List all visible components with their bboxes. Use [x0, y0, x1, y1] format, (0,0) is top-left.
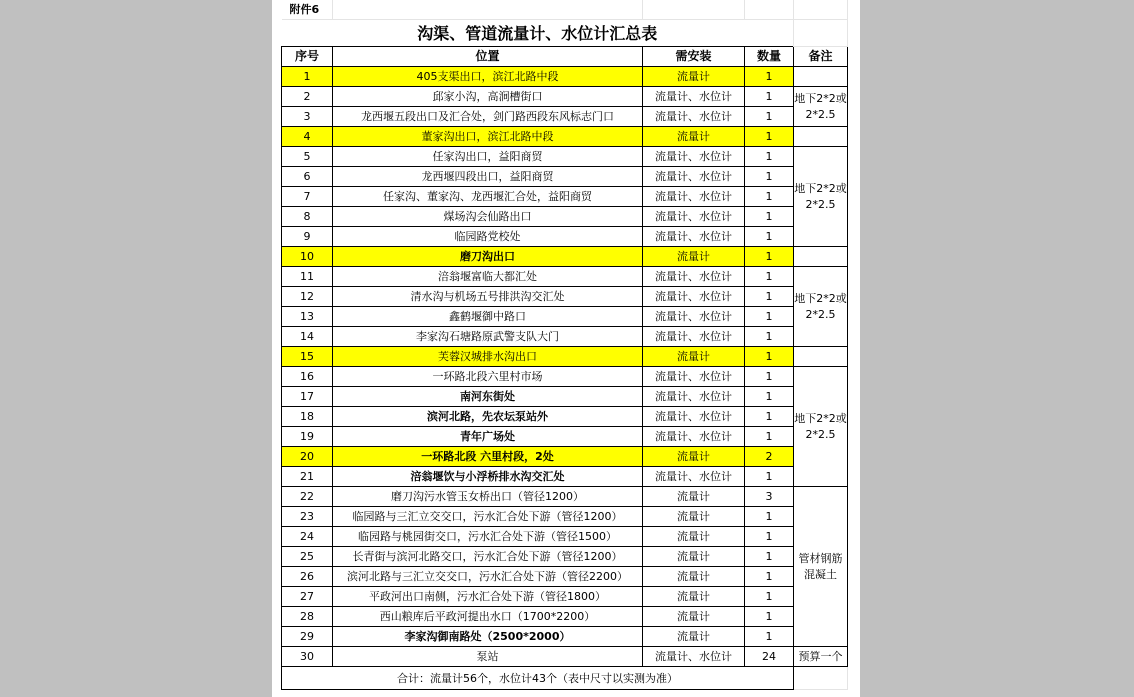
table-title: 沟渠、管道流量计、水位计汇总表: [282, 20, 794, 47]
header-install: 需安装: [643, 47, 745, 67]
row-no: 24: [282, 527, 333, 547]
table-row: [282, 507, 848, 527]
row-remark: 管材钢筋混凝土: [794, 487, 848, 647]
total-row: [282, 667, 848, 690]
row-no: 10: [282, 247, 333, 267]
row-location: 临园路与三汇立交交口，污水汇合处下游（管径1200）: [333, 507, 643, 527]
row-no: 6: [282, 167, 333, 187]
row-no: 13: [282, 307, 333, 327]
row-location: 任家沟、董家沟、龙西堰汇合处，益阳商贸: [333, 187, 643, 207]
row-location: 董家沟出口，滨江北路中段: [333, 127, 643, 147]
row-qty: 1: [745, 427, 794, 447]
row-qty: 1: [745, 587, 794, 607]
row-no: 30: [282, 647, 333, 667]
row-no: 3: [282, 107, 333, 127]
row-location: 长青街与滨河北路交口，污水汇合处下游（管径1200）: [333, 547, 643, 567]
row-location: 芙蓉汉城排水沟出口: [333, 347, 643, 367]
row-install: 流量计: [643, 507, 745, 527]
table-row: [282, 527, 848, 547]
row-install: 流量计、水位计: [643, 467, 745, 487]
row-no: 11: [282, 267, 333, 287]
row-location: 鑫鹤堰御中路口: [333, 307, 643, 327]
row-qty: 1: [745, 187, 794, 207]
table-row: [282, 127, 848, 147]
row-no: 29: [282, 627, 333, 647]
row-no: 20: [282, 447, 333, 467]
row-no: 22: [282, 487, 333, 507]
row-install: 流量计: [643, 487, 745, 507]
annex-row: [282, 0, 848, 20]
row-install: 流量计: [643, 547, 745, 567]
row-install: 流量计、水位计: [643, 307, 745, 327]
row-qty: 1: [745, 267, 794, 287]
table-row: [282, 467, 848, 487]
row-no: 26: [282, 567, 333, 587]
title-row: [282, 20, 848, 47]
row-location: 滨河北路与三汇立交交口，污水汇合处下游（管径2200）: [333, 567, 643, 587]
row-location: 临园路党校处: [333, 227, 643, 247]
row-qty: 1: [745, 567, 794, 587]
table-row: [282, 427, 848, 447]
row-location: 南河东街处: [333, 387, 643, 407]
table-row: [282, 67, 848, 87]
row-install: 流量计、水位计: [643, 87, 745, 107]
row-location: 青年广场处: [333, 427, 643, 447]
row-qty: 1: [745, 327, 794, 347]
row-qty: 1: [745, 247, 794, 267]
row-qty: 1: [745, 527, 794, 547]
row-install: 流量计: [643, 247, 745, 267]
row-location: 平政河出口南侧，污水汇合处下游（管径1800）: [333, 587, 643, 607]
row-install: 流量计: [643, 67, 745, 87]
table-row: [282, 247, 848, 267]
row-remark-empty: [794, 247, 848, 267]
row-location: 涪翁堰富临大都汇处: [333, 267, 643, 287]
row-install: 流量计、水位计: [643, 227, 745, 247]
table-row: [282, 107, 848, 127]
row-location: 405支渠出口，滨江北路中段: [333, 67, 643, 87]
table-row: [282, 407, 848, 427]
row-install: 流量计、水位计: [643, 327, 745, 347]
row-no: 25: [282, 547, 333, 567]
row-qty: 2: [745, 447, 794, 467]
row-no: 18: [282, 407, 333, 427]
row-install: 流量计、水位计: [643, 427, 745, 447]
table-row: [282, 307, 848, 327]
row-remark-empty: [794, 127, 848, 147]
table-row: [282, 267, 848, 287]
header-qty: 数量: [745, 47, 794, 67]
row-qty: 1: [745, 87, 794, 107]
table-row: [282, 187, 848, 207]
table-row: [282, 147, 848, 167]
row-qty: 1: [745, 407, 794, 427]
row-qty: 1: [745, 607, 794, 627]
row-no: 8: [282, 207, 333, 227]
row-location: 临园路与桃园街交口，污水汇合处下游（管径1500）: [333, 527, 643, 547]
row-remark: 地下2*2或2*2.5: [794, 147, 848, 247]
row-install: 流量计、水位计: [643, 647, 745, 667]
annex-label: 附件6: [282, 0, 333, 20]
row-qty: 1: [745, 307, 794, 327]
row-location: 西山粮库后平政河提出水口（1700*2200）: [333, 607, 643, 627]
row-location: 邱家小沟，高涧槽街口: [333, 87, 643, 107]
row-qty: 1: [745, 547, 794, 567]
header-location: 位置: [333, 47, 643, 67]
row-no: 5: [282, 147, 333, 167]
row-install: 流量计、水位计: [643, 267, 745, 287]
row-location: 泵站: [333, 647, 643, 667]
table-row: [282, 167, 848, 187]
row-remark: 地下2*2或2*2.5: [794, 267, 848, 347]
row-no: 16: [282, 367, 333, 387]
row-install: 流量计: [643, 447, 745, 467]
row-no: 27: [282, 587, 333, 607]
row-no: 4: [282, 127, 333, 147]
row-install: 流量计、水位计: [643, 207, 745, 227]
row-qty: 1: [745, 347, 794, 367]
row-location: 龙西堰五段出口及汇合处，剑门路西段东风标志门口: [333, 107, 643, 127]
row-location: 李家沟石塘路原武警支队大门: [333, 327, 643, 347]
row-location: 龙西堰四段出口，益阳商贸: [333, 167, 643, 187]
row-install: 流量计、水位计: [643, 187, 745, 207]
row-no: 19: [282, 427, 333, 447]
table-row: [282, 607, 848, 627]
table-row: [282, 287, 848, 307]
row-install: 流量计、水位计: [643, 387, 745, 407]
row-qty: 1: [745, 167, 794, 187]
header-no: 序号: [282, 47, 333, 67]
table-row: [282, 567, 848, 587]
table-row: [282, 487, 848, 507]
summary-table: [281, 0, 848, 690]
row-no: 23: [282, 507, 333, 527]
total-summary: 合计：流量计56个，水位计43个（表中尺寸以实测为准）: [282, 667, 794, 690]
row-install: 流量计: [643, 347, 745, 367]
row-qty: 1: [745, 387, 794, 407]
row-remark-empty: [794, 347, 848, 367]
row-remark: 地下2*2或2*2.5: [794, 87, 848, 127]
table-row: [282, 587, 848, 607]
row-no: 17: [282, 387, 333, 407]
row-no: 21: [282, 467, 333, 487]
row-no: 9: [282, 227, 333, 247]
row-install: 流量计: [643, 527, 745, 547]
table-row: [282, 547, 848, 567]
row-location: 磨刀沟污水管玉女桥出口（管径1200）: [333, 487, 643, 507]
row-qty: 1: [745, 367, 794, 387]
header-row: [282, 47, 848, 67]
table-row: [282, 227, 848, 247]
table-row: [282, 447, 848, 467]
row-location: 任家沟出口，益阳商贸: [333, 147, 643, 167]
row-no: 1: [282, 67, 333, 87]
row-install: 流量计: [643, 627, 745, 647]
row-install: 流量计: [643, 587, 745, 607]
row-no: 14: [282, 327, 333, 347]
table-row: [282, 647, 848, 667]
row-location: 涪翁堰饮与小浮桥排水沟交汇处: [333, 467, 643, 487]
row-qty: 1: [745, 147, 794, 167]
row-qty: 1: [745, 227, 794, 247]
row-qty: 1: [745, 67, 794, 87]
row-qty: 1: [745, 207, 794, 227]
row-location: 一环路北段六里村市场: [333, 367, 643, 387]
row-no: 2: [282, 87, 333, 107]
row-qty: 1: [745, 287, 794, 307]
row-install: 流量计: [643, 567, 745, 587]
table-row: [282, 207, 848, 227]
row-install: 流量计、水位计: [643, 107, 745, 127]
row-install: 流量计: [643, 607, 745, 627]
table-row: [282, 87, 848, 107]
row-location: 滨河北路，先农坛泵站外: [333, 407, 643, 427]
row-qty: 1: [745, 467, 794, 487]
row-qty: 1: [745, 507, 794, 527]
row-install: 流量计、水位计: [643, 407, 745, 427]
row-qty: 24: [745, 647, 794, 667]
spreadsheet-sheet: [272, 0, 860, 697]
row-install: 流量计、水位计: [643, 147, 745, 167]
row-location: 李家沟御南路处（2500*2000）: [333, 627, 643, 647]
row-install: 流量计、水位计: [643, 287, 745, 307]
row-install: 流量计、水位计: [643, 367, 745, 387]
table-row: [282, 327, 848, 347]
table-row: [282, 367, 848, 387]
row-location: 煤场沟会仙路出口: [333, 207, 643, 227]
row-location: 清水沟与机场五号排洪沟交汇处: [333, 287, 643, 307]
row-qty: 3: [745, 487, 794, 507]
row-no: 15: [282, 347, 333, 367]
row-no: 28: [282, 607, 333, 627]
row-remark: 地下2*2或2*2.5: [794, 367, 848, 487]
table-row: [282, 627, 848, 647]
row-no: 7: [282, 187, 333, 207]
row-no: 12: [282, 287, 333, 307]
row-qty: 1: [745, 107, 794, 127]
row-remark-empty: [794, 67, 848, 87]
table-row: [282, 347, 848, 367]
row-location: 磨刀沟出口: [333, 247, 643, 267]
row-install: 流量计: [643, 127, 745, 147]
table-row: [282, 387, 848, 407]
row-qty: 1: [745, 127, 794, 147]
row-remark: 预算一个: [794, 647, 848, 667]
header-remark: 备注: [794, 47, 848, 67]
row-location: 一环路北段 六里村段，2处: [333, 447, 643, 467]
row-qty: 1: [745, 627, 794, 647]
row-install: 流量计、水位计: [643, 167, 745, 187]
